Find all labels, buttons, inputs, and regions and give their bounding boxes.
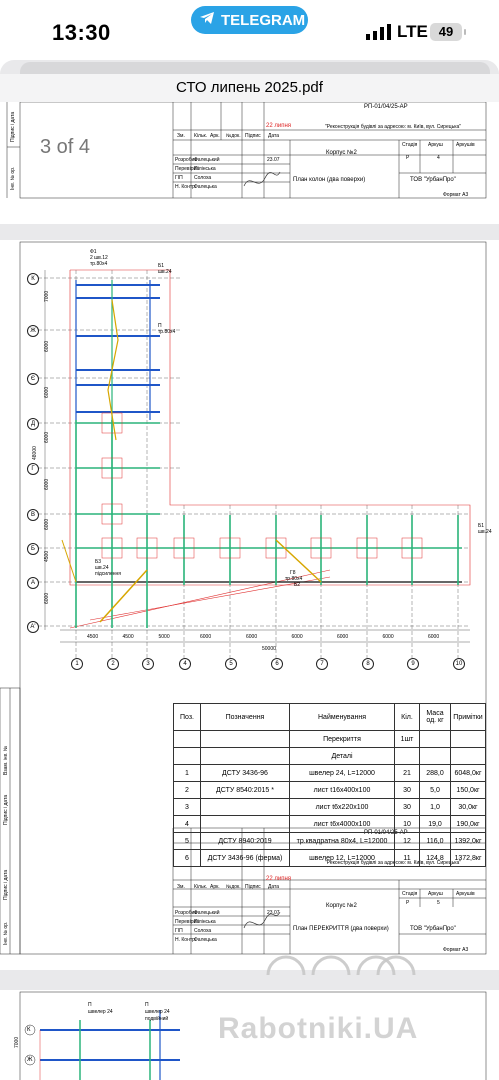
side-b-4: Інв. № ор. [3, 921, 9, 945]
side-label-2: Інв. № ор. [10, 166, 16, 190]
table-cell: лист t16х400х100 [290, 782, 395, 799]
hdr-doc: №док. [226, 133, 241, 139]
plan-annotation: підсилення [95, 571, 121, 577]
table-cell: 21 [395, 765, 420, 782]
specification-table [173, 703, 486, 867]
axis-bubble-row: Ж [27, 325, 39, 337]
col-header: Примітки [451, 704, 486, 731]
stage-value: Р [406, 155, 410, 161]
table-cell: 124,8 [420, 850, 451, 867]
sheet-code: РП-01/04/25-АР [364, 104, 408, 110]
status-time: 13:30 [52, 20, 111, 45]
next-label-2: швелер 24 [88, 1009, 113, 1015]
table-cell: лист t6х4000х100 [290, 816, 395, 833]
building: Корпус №2 [326, 150, 357, 156]
telegram-label: TELEGRAM [221, 11, 306, 29]
plan-annotation: тр.80х4 [285, 576, 303, 582]
stage-hdr-b-2: Аркуш [428, 891, 443, 897]
name-b-2: Пілінська [194, 919, 216, 925]
table-cell: 3 [174, 799, 201, 816]
page-indicator: 3 of 4 [40, 136, 91, 158]
role-1: Розробив [175, 157, 198, 163]
dim-vertical: 6000 [44, 592, 50, 604]
axis-bubble-col: 3 [142, 658, 154, 670]
table-cell: 19,0 [420, 816, 451, 833]
table-row [174, 748, 486, 765]
table-cell: ДСТУ 3436-96 (ферма) [201, 850, 290, 867]
stage-hdr-3: Аркушів [456, 142, 475, 148]
table-cell: 1392,0кг [451, 833, 486, 850]
name-b-1: Фалецький [194, 910, 220, 916]
signal-icon [366, 24, 392, 45]
group-label: Перекриття [290, 731, 395, 748]
network-type: LTE [397, 22, 428, 41]
col-header: Поз. [174, 704, 201, 731]
side-b-3: Підпис і дата [3, 869, 9, 900]
dim-vertical: 6000 [44, 340, 50, 352]
table-cell [201, 816, 290, 833]
company-b: ТОВ "УрбанПро" [410, 926, 456, 932]
stage-hdr-2: Аркуш [428, 142, 443, 148]
hdr-sign: Підпис [245, 133, 261, 139]
format: Формат А3 [443, 192, 469, 198]
table-row [174, 850, 486, 867]
axis-bubble-row: К [27, 273, 39, 285]
table-cell: 116,0 [420, 833, 451, 850]
table-cell: 190,0кг [451, 816, 486, 833]
dim-horizontal: 6000 [246, 634, 258, 640]
hdr-doc-b: №док. [226, 884, 241, 890]
axis-bubble-row: А [27, 577, 39, 589]
table-row [174, 765, 486, 782]
table-cell: 5 [174, 833, 201, 850]
hdr-zm: Зм. [177, 133, 185, 139]
axis-bubble-col: 7 [316, 658, 328, 670]
table-cell: тр.квадратна 80х4, L=12000 [290, 833, 395, 850]
group-qty: 1шт [395, 731, 420, 748]
next-label-5: подвійний [145, 1016, 169, 1022]
dim-vertical: 6000 [44, 431, 50, 443]
drawing-name-b: План ПЕРЕКРИТТЯ (два поверхи) [293, 926, 389, 932]
axis-bubble-col: 5 [225, 658, 237, 670]
table-cell: 12 [395, 833, 420, 850]
dim-horizontal: 6000 [382, 634, 394, 640]
table-cell: 30 [395, 782, 420, 799]
dim-vertical: 6000 [44, 518, 50, 530]
name-1: Фалецький [194, 157, 220, 163]
axis-bubble-col: 2 [107, 658, 119, 670]
building-b: Корпус №2 [326, 903, 357, 909]
watermark-text: Rabotniki.UA [218, 1012, 419, 1045]
col-header: Найменування [290, 704, 395, 731]
role-b-2: Перевірив [175, 919, 199, 925]
next-label-4: швелер 24 [145, 1009, 170, 1015]
sign-date: 23.07 [267, 157, 280, 163]
stage-value-b: Р [406, 900, 410, 906]
table-cell: ДСТУ 8540:2015 * [201, 782, 290, 799]
group-label: Деталі [290, 748, 395, 765]
side-label-1: Підпис і дата [10, 111, 16, 142]
table-cell: 10 [395, 816, 420, 833]
plan-annotation: Ф1 [90, 249, 97, 255]
table-cell [201, 799, 290, 816]
telegram-return-pill[interactable] [191, 6, 308, 34]
table-cell: 1,0 [420, 799, 451, 816]
name-4: Фалецька [194, 184, 217, 190]
telegram-icon [199, 11, 215, 29]
plan-annotation: Б3 [95, 559, 102, 565]
axis-bubble-col: 6 [271, 658, 283, 670]
plan-annotation: шв.24 [478, 529, 492, 535]
hdr-kilk-b: Кільк. [194, 884, 208, 890]
table-cell: швелер 24, L=12000 [290, 765, 395, 782]
table-cell: 6 [174, 850, 201, 867]
role-b-4: Н. Контр. [175, 937, 197, 943]
table-cell: 288,0 [420, 765, 451, 782]
table-row [174, 833, 486, 850]
dim-vertical: 6000 [44, 386, 50, 398]
table-cell: лист t6х220х100 [290, 799, 395, 816]
dim-horizontal: 6000 [200, 634, 212, 640]
name-2: Пілінська [194, 166, 216, 172]
table-cell: 4 [174, 816, 201, 833]
table-cell: 5,0 [420, 782, 451, 799]
table-cell: 11 [395, 850, 420, 867]
hdr-ark: Арк. [210, 133, 220, 139]
col-header: Маса од. кг [420, 704, 451, 731]
axis-bubble-row: А' [27, 621, 39, 633]
plan-annotation: П [158, 323, 162, 329]
stage-hdr-1: Стадія [402, 142, 418, 148]
dim-horizontal: 6000 [337, 634, 349, 640]
stage-hdr-b-1: Стадія [402, 891, 418, 897]
watermark-helmets-icon [258, 940, 428, 990]
next-label-1: П [88, 1002, 92, 1008]
table-cell: 1 [174, 765, 201, 782]
role-2: Перевірив [175, 166, 199, 172]
sheet-number-b: 5 [437, 900, 440, 906]
hdr-kilk: Кільк. [194, 133, 208, 139]
plan-annotation: шв.24 [158, 269, 172, 275]
col-header: Кіл. [395, 704, 420, 731]
axis-bubble-row: В [27, 509, 39, 521]
axis-bubble-col: 4 [179, 658, 191, 670]
axis-bubble-row: Є [27, 373, 39, 385]
plan-annotation: тр.80х4 [158, 329, 176, 335]
drawing-name: План колон (два поверхи) [293, 177, 366, 183]
next-label-3: П [145, 1002, 149, 1008]
plan-annotation: 2 шв.12 [90, 255, 108, 261]
plan-annotation: Б1 [478, 523, 485, 529]
object-name-b: "Реконструкція будівлі за адресою: м. Київ, вул. Сирецька" [325, 860, 462, 866]
hdr-date-b: Дата [268, 884, 280, 890]
role-b-3: ГІП [175, 928, 183, 934]
dim-vertical: 6000 [44, 478, 50, 490]
date-red: 22 липня [266, 123, 292, 129]
axis-bubble-col: 8 [362, 658, 374, 670]
company: ТОВ "УрбанПро" [410, 177, 456, 183]
plan-annotation: Г8 [290, 570, 296, 576]
dim-vertical: 7000 [44, 290, 50, 302]
next-axis-2: Ж [27, 1057, 33, 1063]
stage-hdr-b-3: Аркушів [456, 891, 475, 897]
axis-bubble-row: Б [27, 543, 39, 555]
sheet-code-b: РП-01/04/25-АР [364, 830, 408, 836]
table-row [174, 799, 486, 816]
dim-horizontal: 4500 [122, 634, 134, 640]
role-3: ГІП [175, 175, 183, 181]
sheet-number: 4 [437, 155, 440, 161]
role-b-1: Розробив [175, 910, 198, 916]
table-cell: ДСТУ 3436-96 [201, 765, 290, 782]
axis-bubble-col: 9 [407, 658, 419, 670]
name-b-3: Солоха [194, 928, 212, 934]
table-cell: 6048,0кг [451, 765, 486, 782]
dim-total: 50000 [262, 646, 276, 652]
battery-icon [430, 23, 462, 41]
dim-vertical: 48000 [32, 446, 38, 460]
side-b-1: Підпис і дата [3, 794, 9, 825]
plan-annotation: Б1 [158, 263, 165, 269]
plan-annotation: Б2 [294, 582, 301, 588]
side-b-2: Взам. інв. № [3, 745, 9, 775]
date-red-b: 22 липня [266, 876, 292, 882]
table-row [174, 782, 486, 799]
table-cell: 150,0кг [451, 782, 486, 799]
axis-bubble-row: Г [27, 463, 39, 475]
dim-horizontal: 6000 [291, 634, 303, 640]
dim-horizontal: 5000 [158, 634, 170, 640]
name-3: Солоха [194, 175, 212, 181]
hdr-ark-b: Арк. [210, 884, 220, 890]
object-name: "Реконструкція будівлі за адресою: м. Київ, вул. Сирецька" [325, 124, 462, 130]
plan-annotation: тр.80х4 [90, 261, 108, 267]
hdr-date: Дата [268, 133, 280, 139]
next-dim: 7000 [14, 1036, 20, 1048]
format-b: Формат А3 [443, 947, 469, 953]
table-cell: ДСТУ 8940:2019 [201, 833, 290, 850]
plan-annotation: шв.24 [95, 565, 109, 571]
table-cell: 30 [395, 799, 420, 816]
table-row [174, 816, 486, 833]
col-header: Позначення [201, 704, 290, 731]
table-cell: 30,0кг [451, 799, 486, 816]
dim-horizontal: 6000 [428, 634, 440, 640]
role-4: Н. Контр. [175, 184, 197, 190]
dim-horizontal: 4500 [87, 634, 99, 640]
hdr-zm-b: Зм. [177, 884, 185, 890]
table-header [174, 704, 486, 731]
hdr-sign-b: Підпис [245, 884, 261, 890]
table-cell: 1372,8кг [451, 850, 486, 867]
axis-bubble-col: 10 [453, 658, 465, 670]
title-block-lines [0, 102, 499, 224]
axis-bubble-row: Д [27, 418, 39, 430]
table-row [174, 731, 486, 748]
table-cell: 2 [174, 782, 201, 799]
next-axis-1: К [27, 1027, 31, 1033]
battery-level: 49 [438, 24, 454, 39]
document-title: СТО липень 2025.pdf [0, 74, 499, 102]
table-cell: швелер 12, L=12000 [290, 850, 395, 867]
name-b-4: Фалецька [194, 937, 217, 943]
sign-date-b: 23.07 [267, 910, 280, 916]
axis-bubble-col: 1 [71, 658, 83, 670]
pdf-page-3[interactable] [0, 102, 499, 224]
dim-vertical: 4500 [44, 550, 50, 562]
